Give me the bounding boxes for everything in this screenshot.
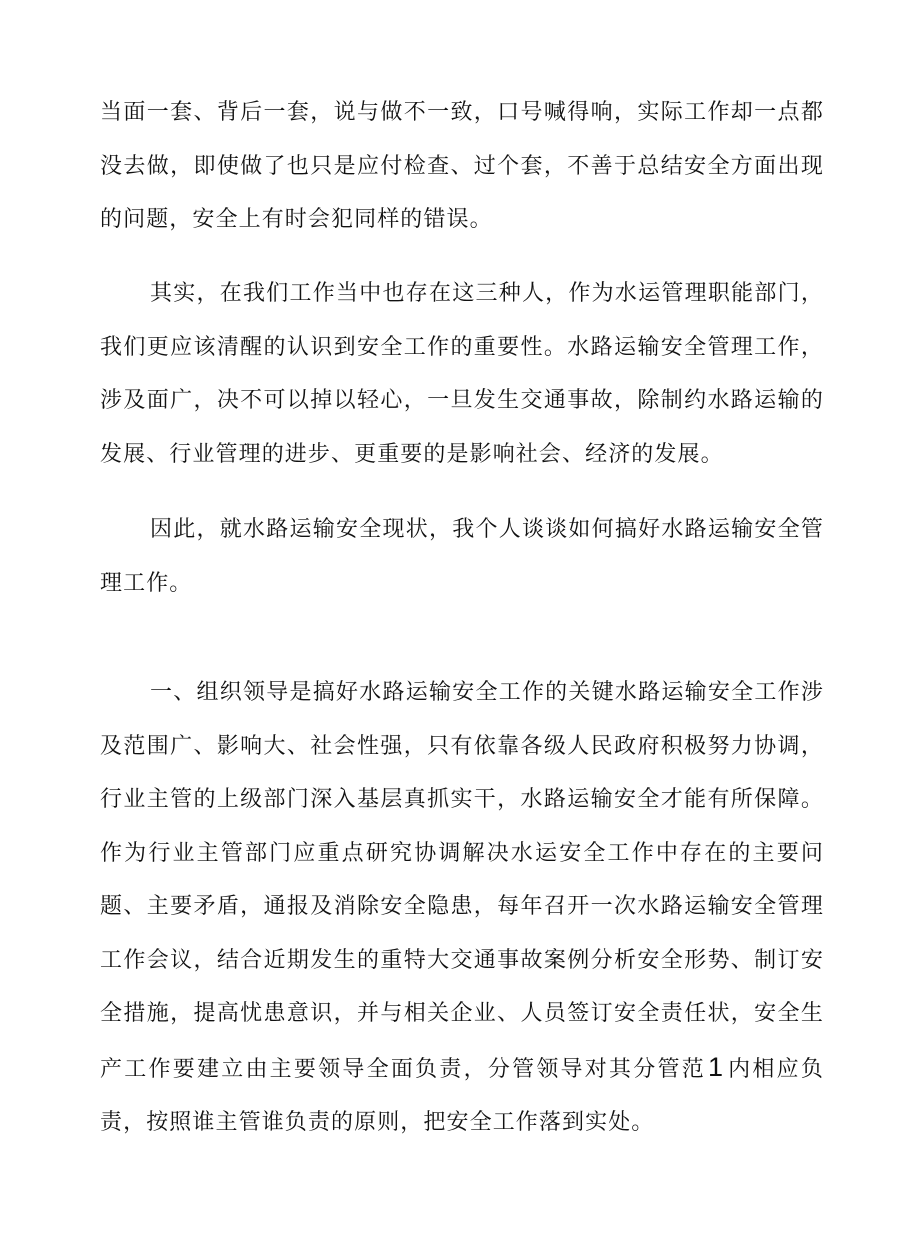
paragraph-2: 其实，在我们工作当中也存在这三种人，作为水运管理职能部门，我们更应该清醒的认识到安全工作的重要性。水路运输安全管理工作，涉及面广，决不可以掉以轻心，一旦发生交通事故，除制约水路运输的发展、行业管理的进步、更重要的是影响社会、经济的发展。: [100, 281, 824, 467]
paragraph-4-number: 1: [708, 1051, 724, 1082]
paragraph-3: 因此，就水路运输安全现状，我个人谈谈如何搞好水路运输安全管理工作。: [100, 517, 824, 596]
paragraph-4-text-after: 内相应负责，按照谁主管谁负责的原则，把安全工作落到实处。: [100, 1056, 824, 1135]
paragraph-4-text-before: 一、组织领导是搞好水路运输安全工作的关键水路运输安全工作涉及范围广、影响大、社会性强，只有依靠各级人民政府积极努力协调，行业主管的上级部门深入基层真抓实干，水路运输安全才能有所保障。作为行业主管部门应重点研究协调解决水运安全工作中存在的主要问题、主要矛盾，通报及消除安全隐患，每年召开一次水路运输安全管理工作会议，结合近期发生的重特大交通事故案例分析安全形势、制订安全措施，提高忧患意识，并与相关企业、人员签订安全责任状，安全生产工作要建立由主要领导全面负责，分管领导对其分管范: [100, 680, 824, 1082]
paragraph-1: 当面一套、背后一套，说与做不一致，口号喊得响，实际工作却一点都没去做，即使做了也只是应付检查、过个套，不善于总结安全方面出现的问题，安全上有时会犯同样的错误。: [100, 100, 824, 232]
paragraph-4: [100, 666, 824, 1150]
